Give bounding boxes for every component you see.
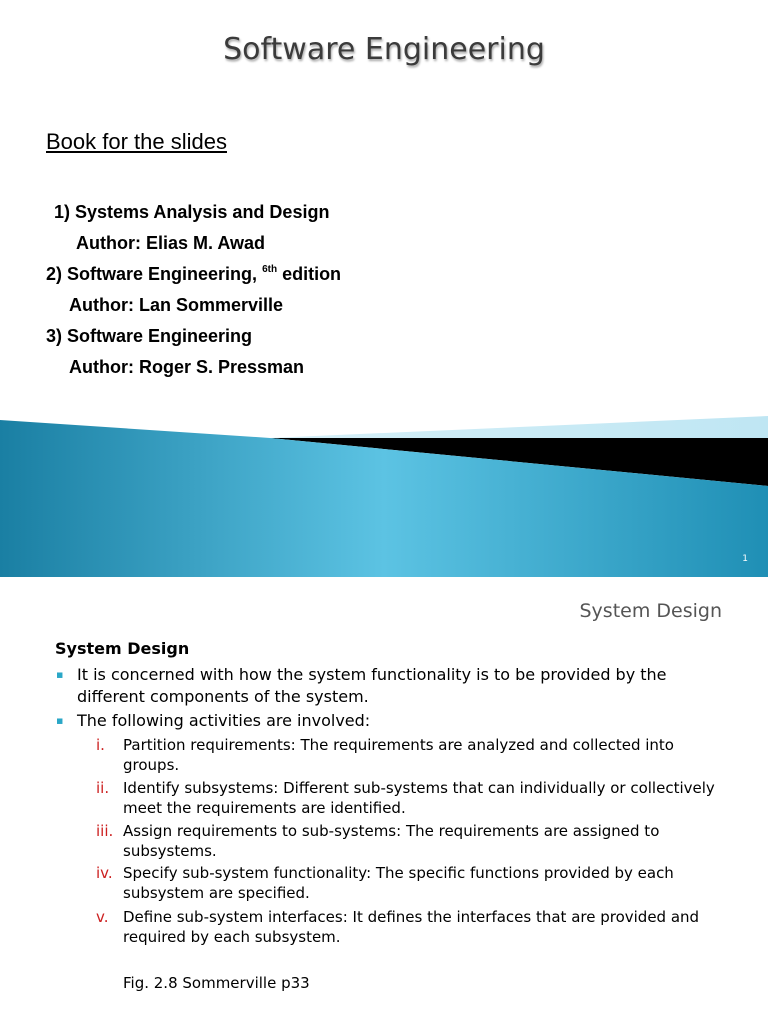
- activity-numeral: v.: [96, 908, 109, 926]
- edition-superscript: 6th: [262, 264, 278, 275]
- slide-header: System Design: [579, 600, 722, 622]
- activity-numeral: iv.: [96, 864, 113, 882]
- page-number: 1: [742, 554, 748, 564]
- bullet-text: It is concerned with how the system functionality is to be provided by the different components of the system.: [77, 665, 667, 706]
- decorative-wave-banner: [0, 410, 768, 577]
- book-1-title: 1) Systems Analysis and Design: [54, 202, 330, 222]
- activity-text: Assign requirements to sub-systems: The requirements are assigned to subsystems.: [123, 822, 660, 860]
- section-heading: System Design: [55, 639, 190, 658]
- slide-title: Software Engineering: [223, 32, 545, 67]
- activity-text: Identify subsystems: Different sub-systems that can individually or collectively meet the requirements are identified.: [123, 779, 715, 817]
- book-2-author: Author: Lan Sommerville: [69, 295, 284, 315]
- bullet-marker-icon: ▪: [56, 668, 64, 681]
- bullet-text: The following activities are involved:: [77, 711, 371, 730]
- activity-numeral: iii.: [96, 822, 114, 840]
- book-3-title: 3) Software Engineering: [46, 326, 253, 346]
- activity-text: Partition requirements: The requirements are analyzed and collected into groups.: [123, 736, 674, 774]
- book-heading: Book for the slides: [46, 129, 227, 154]
- slide-2: [0, 583, 768, 1024]
- activity-text: Specify sub-system functionality: The specific functions provided by each subsystem are specified.: [123, 864, 674, 902]
- book-3-author: Author: Roger S. Pressman: [69, 357, 305, 377]
- book-2-title: [46, 264, 341, 285]
- activity-numeral: ii.: [96, 779, 110, 797]
- activity-numeral: i.: [96, 736, 105, 754]
- book-2-title-suffix: edition: [277, 264, 342, 284]
- figure-caption: Fig. 2.8 Sommerville p33: [123, 974, 310, 992]
- book-2-title-text: 2) Software Engineering,: [46, 264, 258, 284]
- book-1-author: Author: Elias M. Awad: [76, 233, 266, 253]
- bullet-marker-icon: ▪: [56, 714, 64, 727]
- activity-text: Define sub-system interfaces: It defines the interfaces that are provided and required by each subsystem.: [123, 908, 700, 946]
